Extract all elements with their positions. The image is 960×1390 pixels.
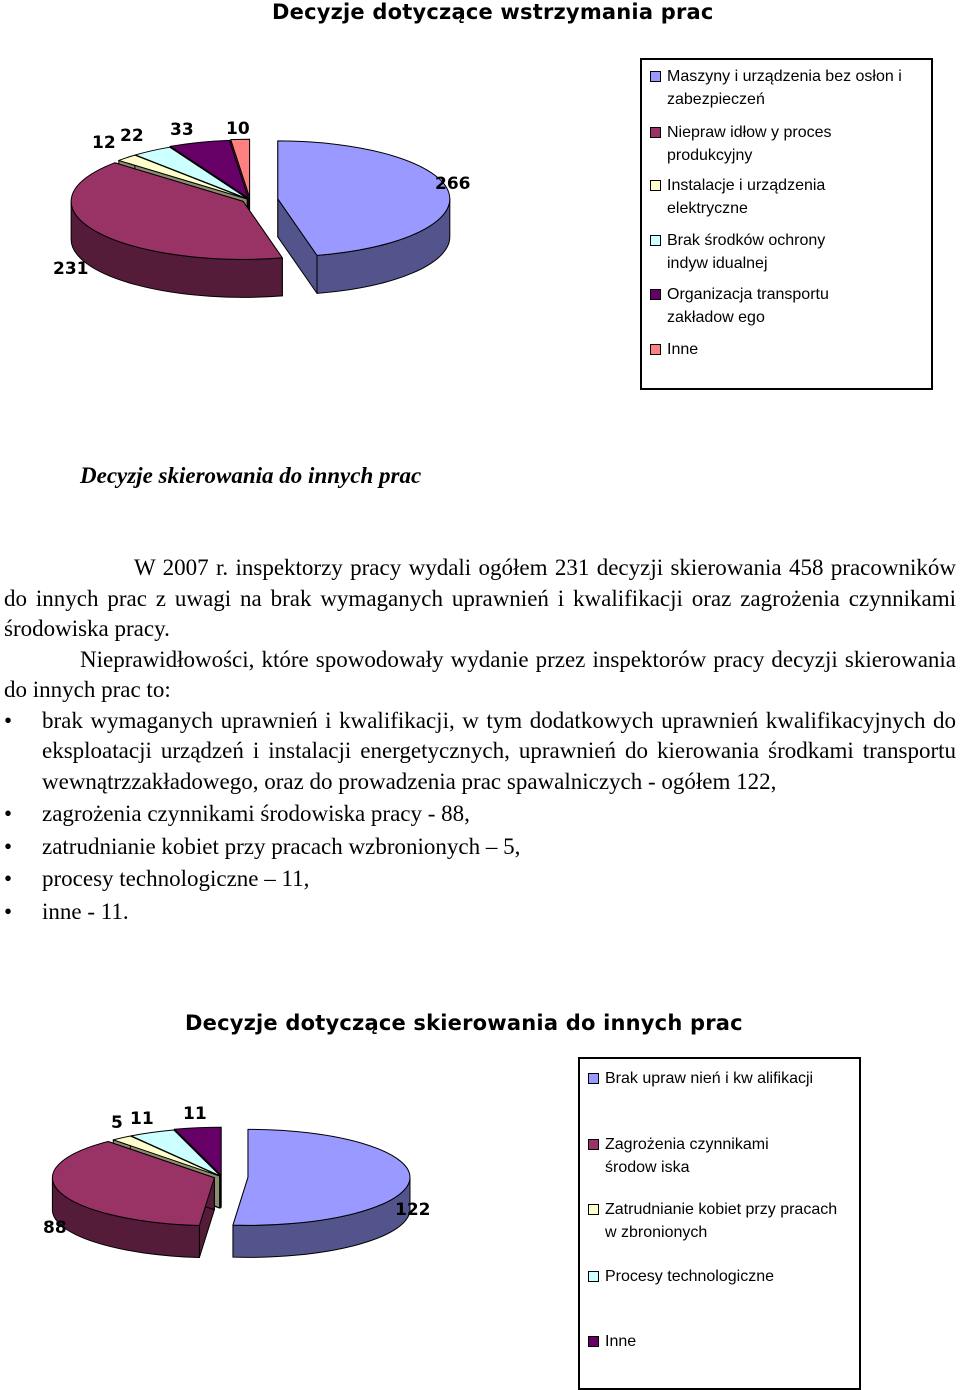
legend-label: Maszyny i urządzenia bez osłon i zabezpieczeń — [667, 68, 902, 108]
legend-item — [650, 283, 829, 329]
legend-label: Zatrudnianie kobiet przy pracach w zbronionych — [605, 1201, 838, 1241]
legend-item — [650, 338, 698, 361]
bullet-icon: • — [4, 801, 13, 826]
chart1-value-label: 10 — [226, 119, 250, 139]
section-heading: Decyzje skierowania do innych prac — [80, 463, 422, 488]
chart1-value-label: 12 — [92, 133, 116, 153]
chart2-value-label: 5 — [111, 1113, 123, 1133]
list-item-text: zatrudnianie kobiet przy pracach wzbronionych – 5, — [42, 833, 521, 859]
chart2-value-label: 11 — [130, 1109, 154, 1129]
legend-swatch — [650, 127, 661, 138]
body-text — [4, 553, 956, 929]
legend-label: Instalacje i urządzenia elektryczne — [667, 177, 826, 217]
legend-swatch — [588, 1073, 599, 1084]
chart2-legend — [578, 1057, 861, 1390]
legend-item — [650, 65, 902, 111]
legend-swatch — [588, 1139, 599, 1150]
chart2-value-label: 11 — [183, 1104, 207, 1124]
list-item-text: procesy technologiczne – 11, — [42, 866, 310, 891]
legend-item — [650, 229, 825, 275]
legend-item — [588, 1067, 813, 1090]
legend-label: Brak środków ochrony indyw idualnej — [667, 232, 826, 272]
chart1-value-label: 266 — [435, 174, 471, 194]
legend-item — [650, 174, 825, 220]
bullet-icon: • — [4, 866, 13, 891]
chart2-title: Decyzje dotyczące skierowania do innych prac — [185, 1011, 743, 1035]
chart1-value-label: 33 — [170, 120, 194, 140]
bullet-icon: • — [4, 898, 13, 924]
bullet-icon: • — [4, 833, 13, 859]
chart1-value-label: 231 — [53, 259, 89, 279]
legend-swatch — [588, 1271, 599, 1282]
list-item — [4, 864, 956, 895]
chart1-title: Decyzje dotyczące wstrzymania prac — [272, 0, 714, 24]
list-item — [4, 799, 956, 830]
chart1-legend — [640, 58, 933, 390]
legend-item — [588, 1330, 636, 1353]
chart2-value-label: 88 — [43, 1218, 67, 1238]
legend-item — [588, 1133, 769, 1179]
list-item — [4, 706, 956, 798]
legend-swatch — [650, 71, 661, 82]
legend-label: Brak upraw nień i kw alifikacji — [605, 1070, 814, 1087]
legend-swatch — [650, 344, 661, 355]
legend-label: Organizacja transportu zakładow ego — [667, 286, 829, 326]
legend-label: Inne — [605, 1333, 637, 1350]
legend-item — [588, 1198, 837, 1244]
legend-item — [588, 1265, 774, 1288]
legend-label: Zagrożenia czynnikami środow iska — [605, 1136, 769, 1176]
legend-label: Procesy technologiczne — [605, 1268, 774, 1285]
legend-label: Niepraw idłow y proces produkcyjny — [667, 124, 832, 164]
pie-slice — [71, 163, 282, 298]
legend-label: Inne — [667, 341, 699, 358]
list-item-text: brak wymaganych uprawnień i kwalifikacji, w tym dodatkowych uprawnień kwalifikacyjnych do eksploatacji urządzeń i instalacji energetycznych, uprawnień do kierowania środkami transportu wewnątrzzakładowego, oraz do prowadzenia prac spawalniczych - ogółem 122, — [42, 707, 956, 794]
legend-swatch — [588, 1204, 599, 1215]
paragraph: Nieprawidłowości, które spowodowały wydanie przez inspektorów pracy decyzji skierowania do innych prac to: — [4, 646, 956, 702]
bullet-icon: • — [4, 707, 13, 733]
legend-swatch — [650, 235, 661, 246]
paragraph: W 2007 r. inspektorzy pracy wydali ogółem 231 decyzji skierowania 458 pracowników do innych prac z uwagi na brak wymaganych uprawnień i kwalifikacji oraz zagrożenia czynnikami środowiska pracy. — [4, 555, 956, 641]
chart1-value-label: 22 — [120, 126, 144, 146]
chart2-value-label: 122 — [395, 1200, 431, 1220]
legend-swatch — [588, 1336, 599, 1347]
bullet-list — [4, 706, 956, 928]
list-item-text: inne - 11. — [42, 898, 129, 924]
list-item-text: zagrożenia czynnikami środowiska pracy - 88, — [42, 801, 470, 826]
pie-slice — [278, 141, 450, 293]
legend-item — [650, 121, 832, 167]
legend-swatch — [650, 180, 661, 191]
list-item — [4, 832, 956, 863]
list-item — [4, 897, 956, 928]
legend-swatch — [650, 289, 661, 300]
pie-slice — [233, 1129, 410, 1257]
